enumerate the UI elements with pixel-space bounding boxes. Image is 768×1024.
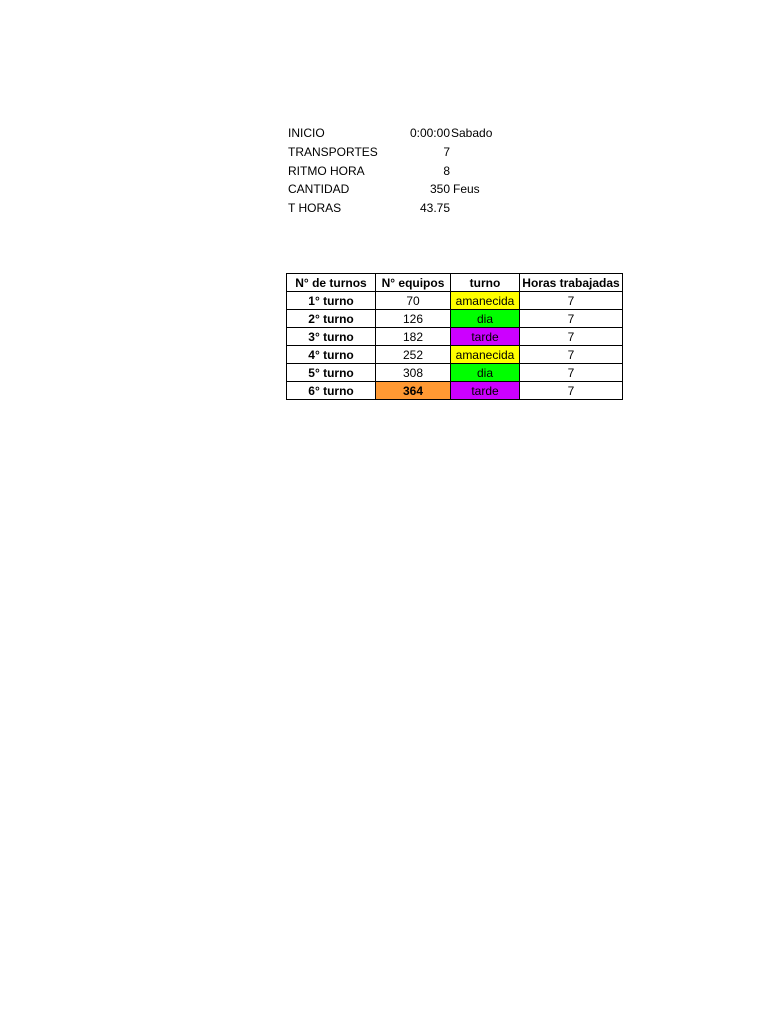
cell-equipos: 308 <box>376 364 451 382</box>
cell-turno: dia <box>451 310 520 328</box>
cell-turno: tarde <box>451 328 520 346</box>
transportes-value: 7 <box>443 145 450 159</box>
cell-turno: tarde <box>451 382 520 400</box>
table-row <box>287 382 623 400</box>
table-row <box>287 292 623 310</box>
transportes-label: TRANSPORTES <box>288 145 378 159</box>
table-row <box>287 328 623 346</box>
ritmo-label: RITMO HORA <box>288 164 365 178</box>
inicio-day: Sabado <box>451 126 493 140</box>
inicio-label: INICIO <box>288 126 325 140</box>
cell-turno: amanecida <box>451 292 520 310</box>
cantidad-unit: Feus <box>453 182 480 196</box>
inicio-value: 0:00:00 <box>409 126 450 140</box>
cell-equipos: 182 <box>376 328 451 346</box>
table-row <box>287 346 623 364</box>
cell-horas: 7 <box>520 292 623 310</box>
cell-equipos: 252 <box>376 346 451 364</box>
cell-turno: dia <box>451 364 520 382</box>
cell-horas: 7 <box>520 382 623 400</box>
cantidad-label: CANTIDAD <box>288 182 350 196</box>
cell-horas: 7 <box>520 364 623 382</box>
cell-horas: 7 <box>520 310 623 328</box>
table-row <box>287 310 623 328</box>
table-header-row <box>287 274 623 292</box>
thoras-value: 43.75 <box>419 201 450 215</box>
cell-equipos: 70 <box>376 292 451 310</box>
header-equipos: N° equipos <box>376 274 451 292</box>
header-turnos: N° de turnos <box>287 274 376 292</box>
turnos-table <box>286 273 623 400</box>
cell-horas: 7 <box>520 328 623 346</box>
table-row <box>287 364 623 382</box>
cell-turno-n: 4° turno <box>287 346 376 364</box>
thoras-label: T HORAS <box>288 201 342 215</box>
header-turno: turno <box>451 274 520 292</box>
cell-turno-n: 6° turno <box>287 382 376 400</box>
cell-turno-n: 3° turno <box>287 328 376 346</box>
ritmo-value: 8 <box>443 164 450 178</box>
cell-equipos: 126 <box>376 310 451 328</box>
cell-turno-n: 5° turno <box>287 364 376 382</box>
cell-horas: 7 <box>520 346 623 364</box>
cell-turno-n: 2° turno <box>287 310 376 328</box>
cell-equipos-highlighted: 364 <box>376 382 451 400</box>
cell-turno: amanecida <box>451 346 520 364</box>
cantidad-value: 350 <box>429 182 450 196</box>
cell-turno-n: 1° turno <box>287 292 376 310</box>
header-horas: Horas trabajadas <box>520 274 623 292</box>
